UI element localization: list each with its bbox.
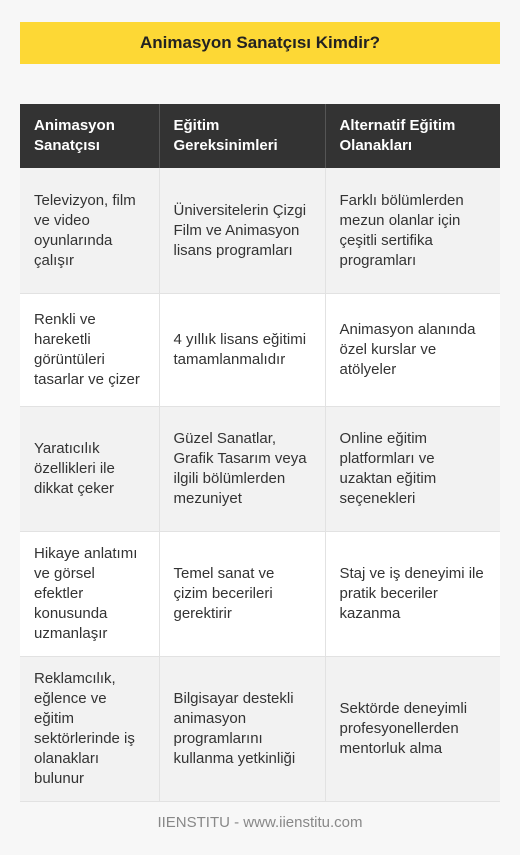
table-row: [20, 532, 500, 657]
column-header-requirements: Eğitim Gereksinimleri: [159, 104, 325, 168]
column-header-alternatives: Alternatif Eğitim Olanakları: [325, 104, 500, 168]
table-row: [20, 657, 500, 802]
column-header-artist: Animasyon Sanatçısı: [20, 104, 159, 168]
table-cell: Yaratıcılık özellikleri ile dikkat çeker: [20, 407, 159, 532]
table-cell: Staj ve iş deneyimi ile pratik beceriler kazanma: [325, 532, 500, 657]
comparison-table: [20, 104, 500, 802]
table-cell: Bilgisayar destekli animasyon programlarını kullanma yetkinliği: [159, 657, 325, 802]
table-cell: Online eğitim platformları ve uzaktan eğitim seçenekleri: [325, 407, 500, 532]
table-cell: Animasyon alanında özel kurslar ve atölyeler: [325, 294, 500, 407]
table-cell: Güzel Sanatlar, Grafik Tasarım veya ilgili bölümlerden mezuniyet: [159, 407, 325, 532]
table-cell: Sektörde deneyimli profesyonellerden mentorluk alma: [325, 657, 500, 802]
footer-credit: IIENSTITU - www.iienstitu.com: [157, 814, 363, 831]
page-title: Animasyon Sanatçısı Kimdir?: [20, 22, 500, 64]
table-header-row: [20, 104, 500, 168]
table-cell: Renkli ve hareketli görüntüleri tasarlar ve çizer: [20, 294, 159, 407]
table-row: [20, 294, 500, 407]
table-cell: 4 yıllık lisans eğitimi tamamlanmalıdır: [159, 294, 325, 407]
table-cell: Televizyon, film ve video oyunlarında çalışır: [20, 168, 159, 294]
table-cell: Farklı bölümlerden mezun olanlar için çeşitli sertifika programları: [325, 168, 500, 294]
table-row: [20, 407, 500, 532]
table-row: [20, 168, 500, 294]
table-cell: Üniversitelerin Çizgi Film ve Animasyon lisans programları: [159, 168, 325, 294]
table-cell: Hikaye anlatımı ve görsel efektler konusunda uzmanlaşır: [20, 532, 159, 657]
table-cell: Reklamcılık, eğlence ve eğitim sektörlerinde iş olanakları bulunur: [20, 657, 159, 802]
table-cell: Temel sanat ve çizim becerileri gerektirir: [159, 532, 325, 657]
